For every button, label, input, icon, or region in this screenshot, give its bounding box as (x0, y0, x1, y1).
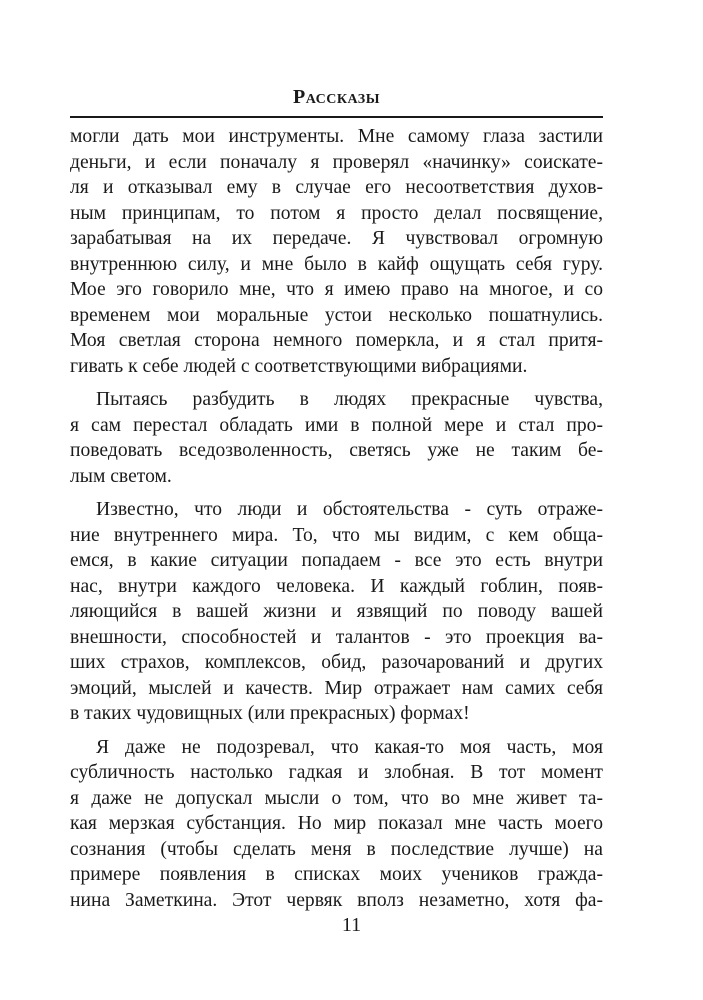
running-header: Рассказы (293, 86, 380, 108)
text-line: сознания (чтобы сделать меня в последствие лучше) на (70, 838, 603, 860)
paragraph (70, 387, 603, 489)
text-line: поведовать вседозволенность, светясь уже не таким бе- (70, 440, 603, 461)
text-line: эмоций, мыслей и качеств. Мир отражает нам самих себя (70, 677, 603, 699)
text-line: могли дать мои инструменты. Мне самому глаза застили (70, 126, 603, 147)
text-line: нас, внутри каждого человека. И каждый гоблин, появ- (70, 575, 603, 597)
text-line: я даже не допускал мысли о том, что во мне живет та- (70, 787, 603, 809)
text-line: Я даже не подозревал, что какая-то моя часть, моя (96, 736, 603, 758)
paragraph (70, 497, 603, 727)
paragraph (70, 124, 603, 379)
text-line: в таких чудовищных (или прекрасных) формах! (70, 703, 470, 724)
text-line: ших страхов, комплексов, обид, разочарований и других (70, 652, 603, 673)
text-line: гивать к себе людей с соответствующими вибрациями. (70, 355, 528, 377)
text-line: кая мерзкая субстанция. Но мир показал мне часть моего (70, 813, 603, 834)
text-line: деньги, и если поначалу я проверял «начинку» соискате- (70, 151, 603, 173)
text-line: Моя светлая сторона немного померкла, и я стал притя- (70, 330, 603, 351)
text-line: зарабатывая на их передаче. Я чувствовал огромную (70, 228, 603, 249)
text-line: временем мои моральные устои несколько пошатнулись. (70, 304, 603, 326)
text-line: ние внутреннего мира. То, что мы видим, с кем обща- (70, 524, 603, 546)
text-line: внешности, способностей и талантов - это проекция ва- (70, 626, 603, 648)
text-line: ляющийся в вашей жизни и язвящий по поводу вашей (70, 601, 603, 622)
header-rule (70, 116, 603, 118)
text-line: емся, в какие ситуации попадаем - все это есть внутри (70, 550, 603, 571)
text-line: я сам перестал обладать ими в полной мере и стал про- (70, 414, 603, 436)
text-line: субличность настолько гадкая и злобная. В тот момент (70, 762, 603, 783)
text-line: примере появления в списках моих учеников гражда- (70, 864, 603, 885)
paragraph (70, 735, 603, 914)
text-line: ным принципам, то потом я просто делал посвящение, (70, 202, 603, 224)
body-text (70, 124, 603, 913)
text-line: Пытаясь разбудить в людях прекрасные чувства, (96, 389, 603, 410)
text-line: Мое эго говорило мне, что я имею право на многое, и со (70, 279, 603, 300)
text-line: Известно, что люди и обстоятельства - суть отраже- (96, 499, 603, 520)
text-line: лым светом. (70, 465, 172, 487)
text-line: ля и отказывал ему в случае его несоответствия духов- (70, 177, 603, 198)
page-number: 11 (341, 914, 362, 936)
text-line: внутреннюю силу, и мне было в кайф ощущать себя гуру. (70, 253, 603, 275)
text-line: нина Заметкина. Этот червяк вполз незаметно, хотя фа- (70, 889, 603, 911)
